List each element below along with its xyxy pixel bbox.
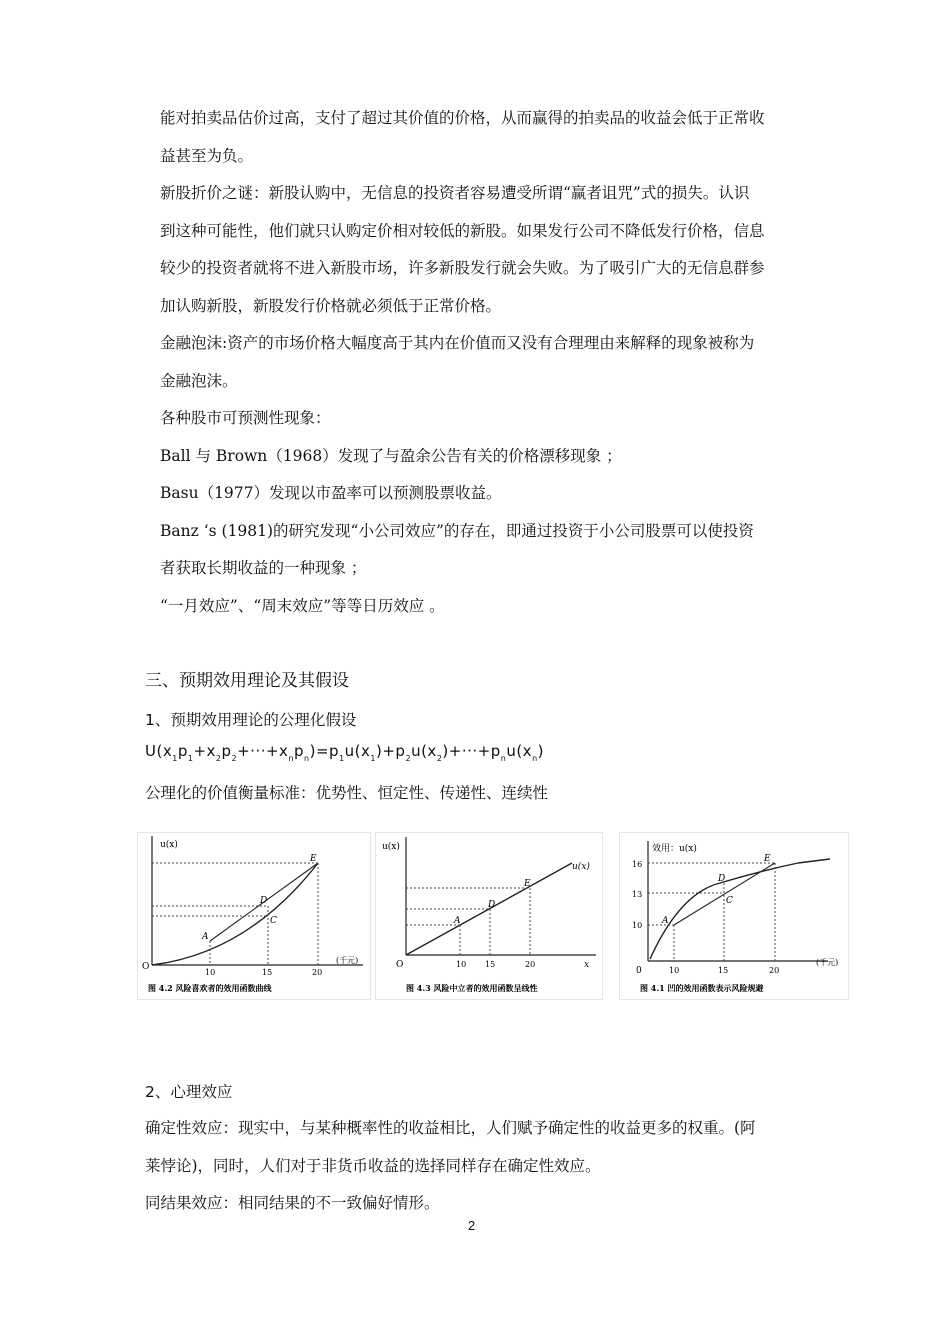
figure-caption: 图 4.2 风险喜欢者的效用函数曲线 — [148, 983, 272, 993]
y-tick-label: 16 — [632, 860, 643, 869]
tick-label: 10 — [669, 966, 680, 975]
figure-caption: 图 4.1 凹的效用函数表示风险规避 — [640, 983, 764, 993]
x-axis-label: (千元) — [336, 956, 359, 965]
paragraph-line: 到这种可能性，他们就只认购定价相对较低的新股。如果发行公司不降低发行价格，信息 — [160, 222, 765, 240]
point-label: A — [662, 916, 669, 926]
point-label: D — [260, 896, 268, 906]
paragraph-line: 金融泡沫:资产的市场价格大幅度高于其内在价值而又没有合理理由来解释的现象被称为 — [160, 334, 755, 352]
paragraph-line: Banz ‘s (1981)的研究发现“小公司效应”的存在，即通过投资于小公司股票可以使投资 — [160, 522, 754, 540]
point-label: E — [310, 854, 317, 864]
point-label: C — [726, 896, 733, 906]
tick-label: 10 — [456, 960, 467, 969]
paragraph-line: 莱悖论)，同时，人们对于非货币收益的选择同样存在确定性效应。 — [145, 1157, 601, 1175]
y-axis-label: 效用：u(x) — [652, 844, 697, 854]
figure-risk-seeker — [137, 832, 371, 1000]
origin-label: O — [396, 960, 404, 970]
linear-utility-chart — [376, 833, 602, 999]
paragraph-line: 新股折价之谜：新股认购中，无信息的投资者容易遭受所谓“赢者诅咒”式的损失。认识 — [160, 184, 750, 202]
paragraph-line: 加认购新股，新股发行价格就必须低于正常价格。 — [160, 297, 502, 315]
paragraph-line: 益甚至为负。 — [160, 147, 254, 165]
utility-curve — [152, 863, 318, 965]
point-label: D — [718, 874, 726, 884]
point-label: A — [454, 916, 461, 926]
tick-label: 20 — [312, 968, 323, 977]
figure-risk-neutral — [375, 832, 603, 1000]
point-label: A — [202, 932, 209, 942]
origin-label: 0 — [636, 966, 642, 976]
tick-label: 20 — [769, 966, 780, 975]
section-heading: 三、预期效用理论及其假设 — [145, 671, 349, 691]
paragraph-line: 同结果效应：相同结果的不一致偏好情形。 — [145, 1194, 440, 1212]
figure-caption: 图 4.3 风险中立者的效用函数呈线性 — [406, 983, 538, 993]
y-tick-label: 13 — [632, 890, 643, 899]
subsection-heading: 2、心理效应 — [145, 1083, 233, 1101]
convex-utility-chart — [138, 833, 370, 999]
criteria-line: 公理化的价值衡量标准：优势性、恒定性、传递性、连续性 — [145, 784, 549, 802]
y-tick-label: 10 — [632, 921, 643, 930]
y-axis-label: u(x) — [160, 840, 178, 850]
tick-label: 15 — [718, 966, 729, 975]
paragraph-line: “一月效应”、“周末效应”等等日历效应 。 — [160, 597, 445, 615]
point-label: E — [764, 854, 771, 864]
point-label: D — [488, 900, 496, 910]
tick-label: 10 — [205, 968, 216, 977]
expected-utility-formula: $U(x_1p_1+x_2p_2+\cdot\cdot\cdot+x_np_n)=p_1u(x_1)+p_2u(x_2)+\cdot\cdot\cdot+p_nu(x_n)$ — [145, 742, 544, 763]
page-number: 2 — [468, 1218, 476, 1233]
paragraph-line: Basu（1977）发现以市盈率可以预测股票收益。 — [160, 484, 502, 502]
origin-label: O — [142, 962, 150, 972]
figure-risk-averse — [619, 832, 849, 1000]
paragraph-line: Ball 与 Brown（1968）发现了与盈余公告有关的价格漂移现象 ； — [160, 447, 622, 465]
paragraph-line: 者获取长期收益的一种现象 ； — [160, 559, 367, 577]
curve-label: u(x) — [572, 862, 590, 872]
paragraph-line: 较少的投资者就将不进入新股市场，许多新股发行就会失败。为了吸引广大的无信息群参 — [160, 259, 765, 277]
paragraph-line: 金融泡沫。 — [160, 372, 238, 390]
x-axis-label: (千元) — [816, 958, 839, 967]
tick-label: 15 — [262, 968, 273, 977]
concave-utility-chart — [620, 833, 848, 999]
tick-label: 20 — [525, 960, 536, 969]
paragraph-line: 确定性效应：现实中，与某种概率性的收益相比，人们赋予确定性的收益更多的权重。(阿 — [145, 1119, 756, 1137]
tick-label: 15 — [485, 960, 496, 969]
point-label: E — [524, 879, 531, 889]
y-axis-label: u(x) — [382, 842, 400, 852]
subsection-heading: 1、预期效用理论的公理化假设 — [145, 711, 357, 729]
paragraph-line: 各种股市可预测性现象： — [160, 409, 331, 427]
x-axis-label: x — [584, 960, 590, 970]
point-label: C — [270, 916, 277, 926]
paragraph-line: 能对拍卖品估价过高，支付了超过其价值的价格，从而赢得的拍卖品的收益会低于正常收 — [160, 109, 765, 127]
